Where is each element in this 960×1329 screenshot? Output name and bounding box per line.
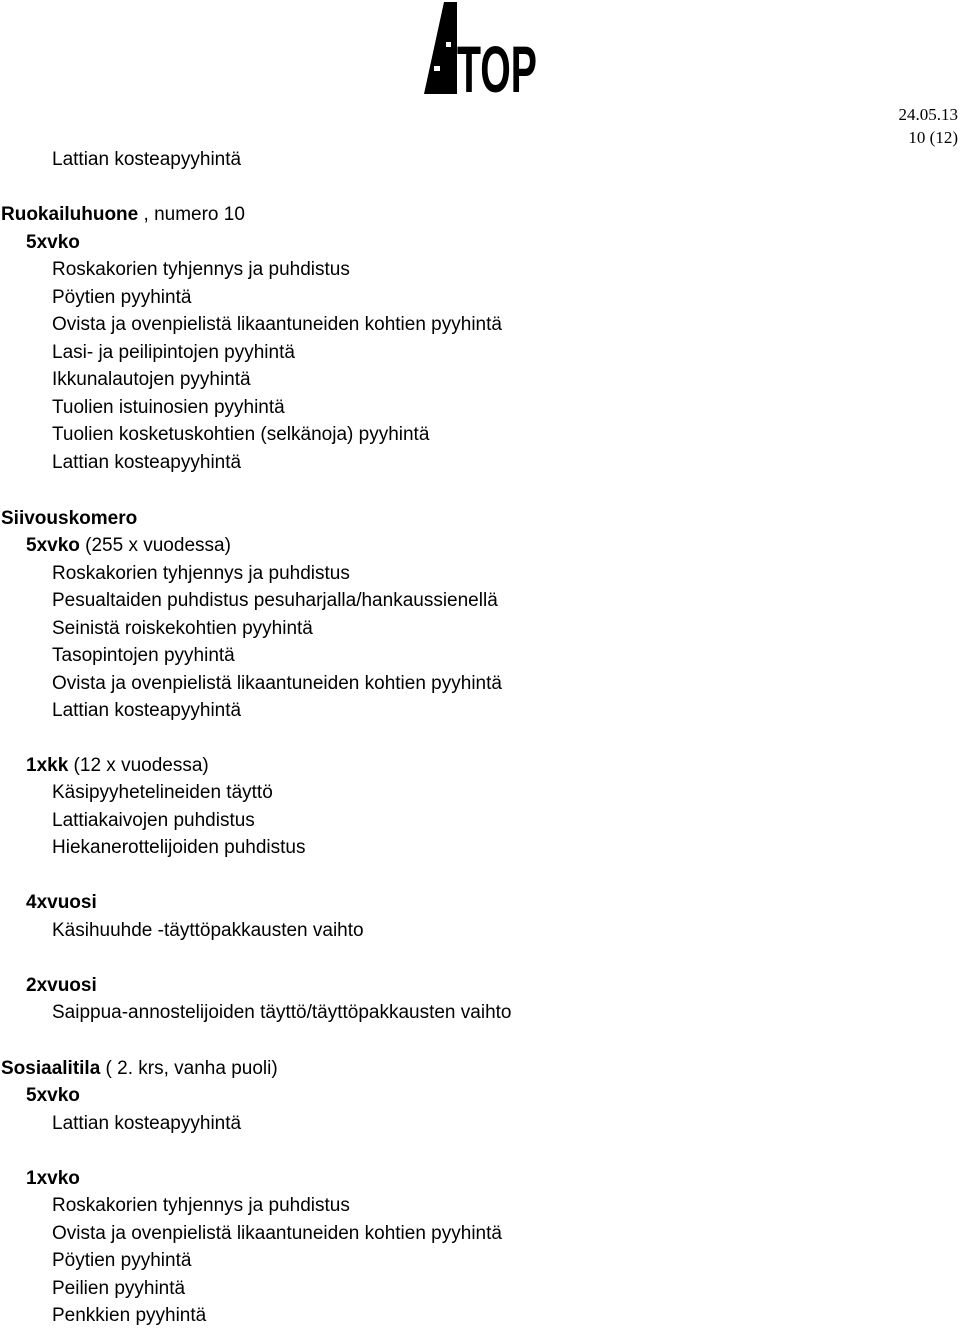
frequency-heading: 2xvuosi <box>26 975 97 996</box>
task-item: Tuolien kosketuskohtien (selkänoja) pyyhintä <box>52 424 430 445</box>
section-heading: Siivouskomero <box>1 508 138 529</box>
task-item: Roskakorien tyhjennys ja puhdistus <box>52 563 350 584</box>
frequency-heading: 4xvuosi <box>26 892 97 913</box>
task-item: Lattian kosteapyyhintä <box>52 452 242 473</box>
task-item: Ovista ja ovenpielistä likaantuneiden kohtien pyyhintä <box>52 673 502 694</box>
section-heading: Ruokailuhuone , numero 10 <box>1 204 245 225</box>
task-item: Pöytien pyyhintä <box>52 287 192 308</box>
atop-logo <box>424 2 538 106</box>
task-item: Tuolien istuinosien pyyhintä <box>52 397 285 418</box>
task-item: Ovista ja ovenpielistä likaantuneiden kohtien pyyhintä <box>52 1223 502 1244</box>
task-item: Hiekanerottelijoiden puhdistus <box>52 837 306 858</box>
task-item: Seinistä roiskekohtien pyyhintä <box>52 618 313 639</box>
task-item: Lasi- ja peilipintojen pyyhintä <box>52 342 295 363</box>
task-item: Roskakorien tyhjennys ja puhdistus <box>52 259 350 280</box>
task-item: Lattian kosteapyyhintä <box>52 700 242 721</box>
task-item: Pöytien pyyhintä <box>52 1250 192 1271</box>
task-item: Saippua-annostelijoiden täyttö/täyttöpakkausten vaihto <box>52 1002 512 1023</box>
task-item: Roskakorien tyhjennys ja puhdistus <box>52 1195 350 1216</box>
frequency-heading: 5xvko <box>26 1085 80 1106</box>
section-heading: Sosiaalitila ( 2. krs, vanha puoli) <box>1 1058 278 1079</box>
document-date: 24.05.13 <box>898 105 958 124</box>
document-date-block <box>899 103 959 149</box>
task-item: Penkkien pyyhintä <box>52 1305 207 1326</box>
task-item: Ikkunalautojen pyyhintä <box>52 369 251 390</box>
task-item: Tasopintojen pyyhintä <box>52 645 235 666</box>
frequency-heading: 1xkk (12 x vuodessa) <box>26 755 209 776</box>
task-item: Pesualtaiden puhdistus pesuharjalla/hankaussienellä <box>52 590 498 611</box>
task-item: Käsipyyhetelineiden täyttö <box>52 782 273 803</box>
page-number: 10 (12) <box>908 128 958 147</box>
task-item: Peilien pyyhintä <box>52 1278 186 1299</box>
frequency-heading: 5xvko <box>26 232 80 253</box>
task-item: Ovista ja ovenpielistä likaantuneiden kohtien pyyhintä <box>52 314 502 335</box>
task-item: Lattian kosteapyyhintä <box>52 149 242 170</box>
frequency-heading: 5xvko (255 x vuodessa) <box>26 535 231 556</box>
task-item: Lattiakaivojen puhdistus <box>52 810 255 831</box>
frequency-heading: 1xvko <box>26 1168 80 1189</box>
task-item: Lattian kosteapyyhintä <box>52 1113 242 1134</box>
svg-text:TOP: TOP <box>457 32 537 106</box>
task-item: Käsihuuhde -täyttöpakkausten vaihto <box>52 920 364 941</box>
